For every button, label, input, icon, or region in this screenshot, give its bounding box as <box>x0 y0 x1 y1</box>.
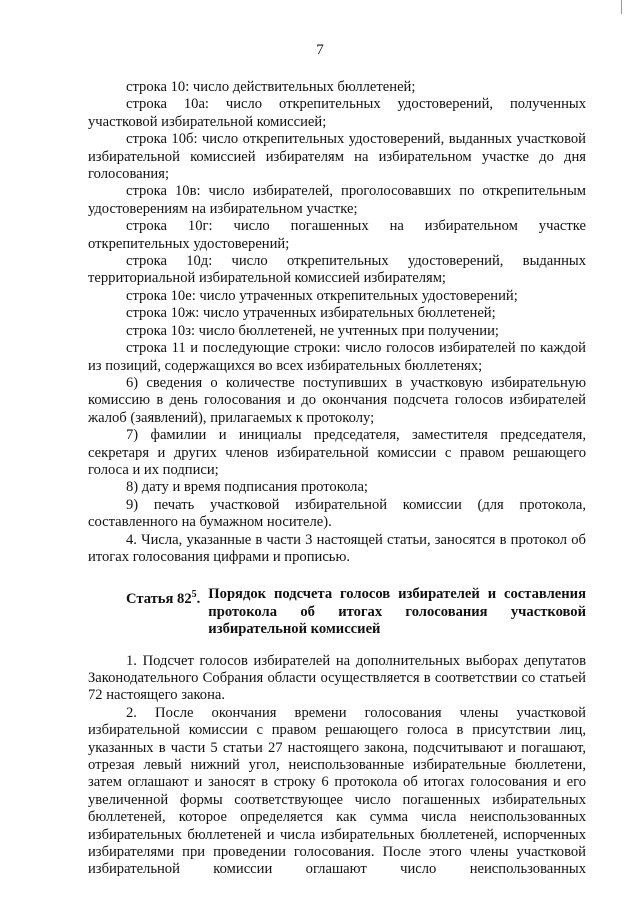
paragraph-article-part-1: 1. Подсчет голосов избирателей на дополнительных выборах депутатов Законодательного Собрания области осуществляется в соответствии со статьей 72 настоящего закона. <box>88 652 586 704</box>
section-spacer <box>88 566 586 586</box>
article-superscript: 5 <box>191 589 197 601</box>
paragraph-line-10g: строка 10г: число погашенных на избирательном участке открепительных удостоверений; <box>88 218 586 252</box>
paragraph-line-10a: строка 10а: число открепительных удостоверений, полученных участковой избирательной комиссией; <box>88 96 586 130</box>
document-body <box>88 79 586 879</box>
paragraph-item-7: 7) фамилии и инициалы председателя, заместителя председателя, секретаря и других членов избирательной комиссии с правом решающего голоса и их подписи; <box>88 427 586 478</box>
paragraph-line-10: строка 10: число действительных бюллетеней; <box>126 79 416 95</box>
page-number: 7 <box>316 42 324 58</box>
paragraph-line-10zh: строка 10ж: число утраченных избирательных бюллетеней; <box>126 305 496 322</box>
paragraph-line-10v: строка 10в: число избирателей, проголосовавших по открепительным удостоверениям на избирательном участке; <box>88 183 586 217</box>
paragraph-part-4: 4. Числа, указанные в части 3 настоящей статьи, заносятся в протокол об итогах голосования цифрами и прописью. <box>88 531 586 565</box>
article-heading <box>88 586 586 638</box>
page-edge-mark <box>621 0 622 14</box>
paragraph-line-11: строка 11 и последующие строки: число голосов избирателей по каждой из позиций, содержащихся во всех избирательных бюллетенях; <box>88 340 586 374</box>
paragraph-line-10d: строка 10д: число открепительных удостоверений, выданных территориальной избирательной комиссией избирателям; <box>88 253 586 287</box>
paragraph-line-10b: строка 10б: число открепительных удостоверений, выданных участковой избирательной комиссией избирателям на избирательном участке до дня голосования; <box>88 131 586 183</box>
article-label: Статья $82^5$. <box>126 589 201 608</box>
paragraph-item-9: 9) печать участковой избирательной комиссии (для протокола, составленного на бумажном носителе). <box>88 496 586 531</box>
article-title: Порядок подсчета голосов избирателей и составления протокола об итогах голосования участковой избирательной комиссией <box>208 586 586 638</box>
article-number: Статья 82 <box>126 591 192 608</box>
paragraph-item-8: 8) дату и время подписания протокола; <box>126 479 368 496</box>
paragraph-article-part-2: 2. После окончания времени голосования члены участковой избирательной комиссии с правом решающего голоса в присутствии лиц, указанных в части 5 статьи 27 настоящего закона, подсчитывают и погашают, отрезая левый нижний угол, неиспользованные избирательные бюллетени, затем оглашают и заносят в строку 6 протокола об итогах голосования и его увеличенной формы соответствующее число погашенных избирательных бюллетеней, которое определяется как сумма числа неиспользованных избирательных бюллетеней и числа избирательных бюллетеней, испорченных избирателями при проведении голосования. После этого члены участковой избирательной комиссии оглашают число неиспользованных <box>88 704 586 878</box>
paragraph-line-10e: строка 10е: число утраченных открепительных удостоверений; <box>126 287 518 304</box>
paragraph-item-6: 6) сведения о количестве поступивших в участковую избирательную комиссию в день голосования и до окончания подсчета голосов избирателей жалоб (заявлений), прилагаемых к протоколу; <box>88 374 586 426</box>
paragraph-line-10z: строка 10з: число бюллетеней, не учтенных при получении; <box>126 322 499 339</box>
